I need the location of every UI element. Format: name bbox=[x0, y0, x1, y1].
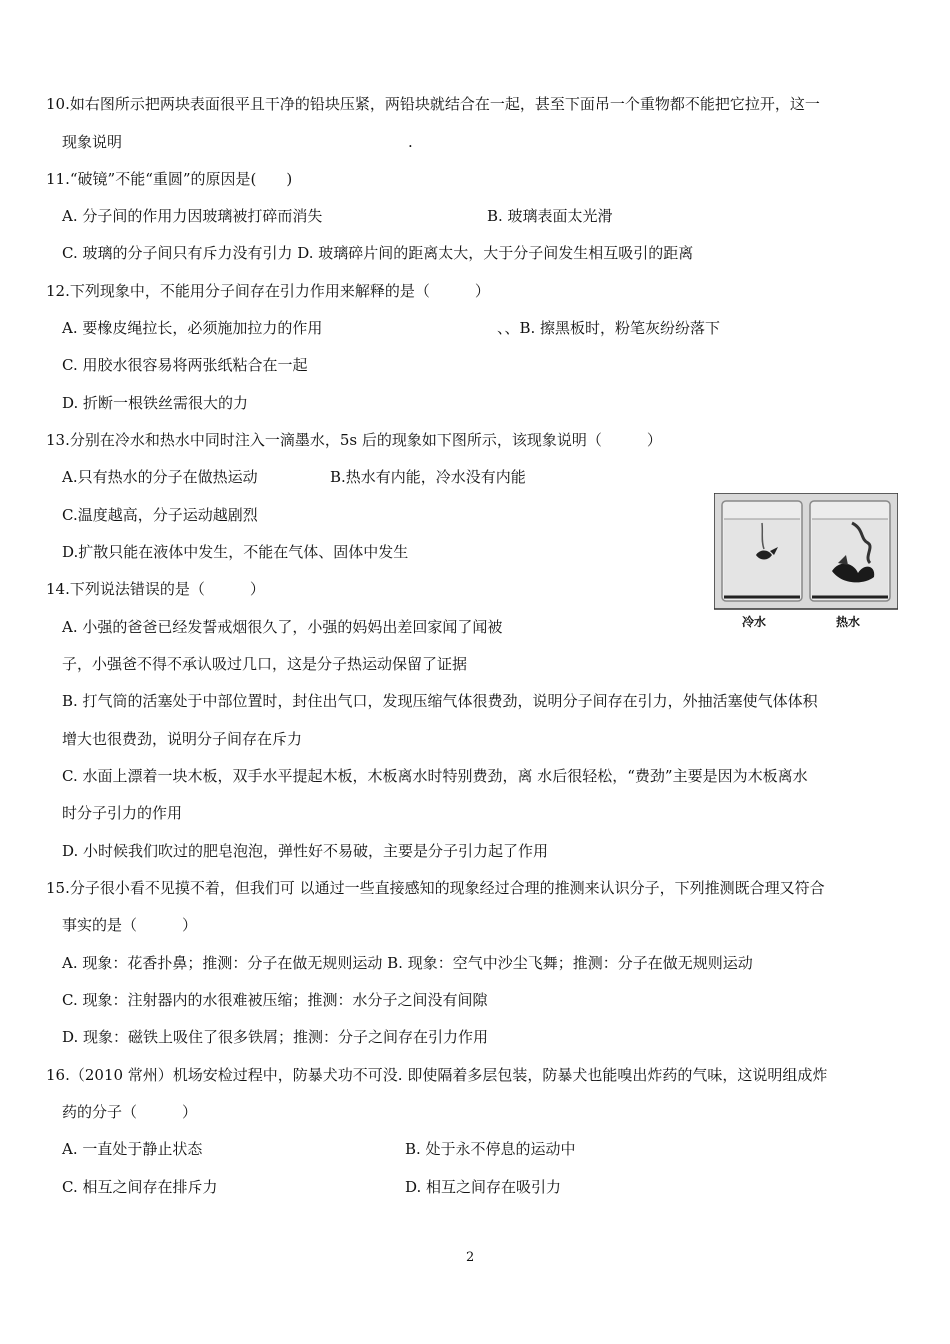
q14-option-b-line1: B. 打气筒的活塞处于中部位置时，封住出气口，发现压缩气体很费劲，说明分子间存在引力，外抽活塞使气体体积 bbox=[62, 692, 818, 710]
q14-stem: 14.下列说法错误的是（ ） bbox=[46, 580, 265, 598]
label-cold-water: 冷水 bbox=[742, 615, 767, 629]
ink-diffusion-figure bbox=[714, 493, 898, 633]
q15-option-ab: A. 现象：花香扑鼻；推测：分子在做无规则运动 B. 现象：空气中沙尘飞舞；推测：分子在做无规则运动 bbox=[62, 954, 753, 972]
q16-stem-line2: 药的分子（ ） bbox=[62, 1103, 198, 1121]
q13-option-b: B.热水有内能，冷水没有内能 bbox=[330, 468, 526, 486]
q12-stem: 12.下列现象中，不能用分子间存在引力作用来解释的是（ ） bbox=[46, 282, 490, 300]
q14-option-c-line2: 时分子引力的作用 bbox=[62, 804, 183, 822]
q14-option-b-line2: 增大也很费劲，说明分子间存在斥力 bbox=[62, 730, 303, 748]
q10-line1: 10.如右图所示把两块表面很平且干净的铅块压紧，两铅块就结合在一起，甚至下面吊一个重物都不能把它拉开，这一 bbox=[46, 95, 820, 113]
q10-blank-end: . bbox=[408, 133, 413, 151]
q16-option-d: D. 相互之间存在吸引力 bbox=[405, 1178, 562, 1196]
cold-water-beaker bbox=[722, 501, 802, 601]
q15-stem-line2: 事实的是（ ） bbox=[62, 916, 198, 934]
beakers-photo bbox=[714, 493, 898, 611]
q16-option-c: C. 相互之间存在排斥力 bbox=[62, 1178, 218, 1196]
q12-option-d: D. 折断一根铁丝需很大的力 bbox=[62, 394, 249, 412]
label-hot-water: 热水 bbox=[836, 615, 861, 629]
q13-option-d: D.扩散只能在液体中发生，不能在气体、固体中发生 bbox=[62, 543, 409, 561]
q14-option-d: D. 小时候我们吹过的肥皂泡泡，弹性好不易破，主要是分子引力起了作用 bbox=[62, 842, 549, 860]
page-number: 2 bbox=[466, 1250, 475, 1265]
q16-option-b: B. 处于永不停息的运动中 bbox=[405, 1140, 576, 1158]
q14-option-c-line1: C. 水面上漂着一块木板，双手水平提起木板，木板离水时特别费劲，离 水后很轻松，“费劲”主要是因为木板离水 bbox=[62, 767, 808, 785]
q11-option-cd: C. 玻璃的分子间只有斥力没有引力 D. 玻璃碎片间的距离太大，大于分子间发生相互吸引的距离 bbox=[62, 244, 694, 262]
q11-option-b: B. 玻璃表面太光滑 bbox=[487, 207, 613, 225]
q15-option-d: D. 现象：磁铁上吸住了很多铁屑；推测：分子之间存在引力作用 bbox=[62, 1028, 489, 1046]
q13-stem: 13.分别在冷水和热水中同时注入一滴墨水，5s 后的现象如下图所示，该现象说明（ ） bbox=[46, 431, 662, 449]
q14-option-a-line2: 子，小强爸不得不承认吸过几口，这是分子热运动保留了证据 bbox=[62, 655, 468, 673]
q12-option-b: 、、B. 擦黑板时，粉笔灰纷纷落下 bbox=[497, 319, 721, 337]
q16-stem-line1: 16.（2010 常州）机场安检过程中，防暴犬功不可没. 即使隔着多层包装，防暴犬也能嗅出炸药的气味，这说明组成炸 bbox=[46, 1066, 828, 1084]
q10-line2: 现象说明 bbox=[62, 133, 123, 151]
q13-option-a: A.只有热水的分子在做热运动 bbox=[62, 468, 258, 486]
q13-option-c: C.温度越高，分子运动越剧烈 bbox=[62, 506, 258, 524]
q11-option-a: A. 分子间的作用力因玻璃被打碎而消失 bbox=[62, 207, 323, 225]
hot-water-beaker bbox=[810, 501, 890, 601]
q16-option-a: A. 一直处于静止状态 bbox=[62, 1140, 203, 1158]
q14-option-a-line1: A. 小强的爸爸已经发誓戒烟很久了，小强的妈妈出差回家闻了闻被 bbox=[62, 618, 503, 636]
q12-option-a: A. 要橡皮绳拉长，必须施加拉力的作用 bbox=[62, 319, 323, 337]
q12-option-c: C. 用胶水很容易将两张纸粘合在一起 bbox=[62, 356, 308, 374]
q15-option-c: C. 现象：注射器内的水很难被压缩；推测：水分子之间没有间隙 bbox=[62, 991, 488, 1009]
q15-stem-line1: 15.分子很小看不见摸不着，但我们可 以通过一些直接感知的现象经过合理的推测来认识分子，下列推测既合理又符合 bbox=[46, 879, 825, 897]
q11-stem: 11.“破镜”不能“重圆”的原因是( ) bbox=[46, 170, 293, 188]
